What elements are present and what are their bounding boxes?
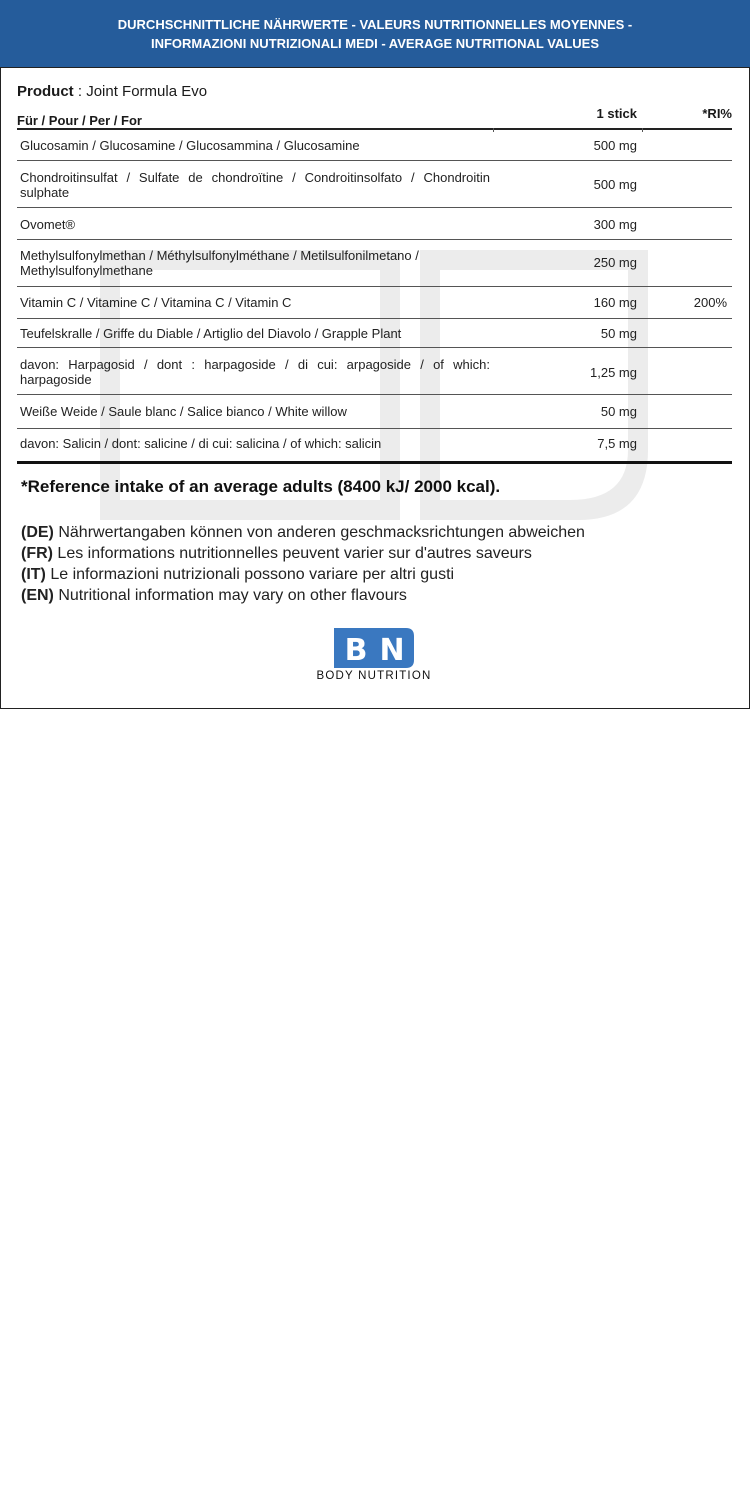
- row-amount: 50 mg: [600, 326, 637, 341]
- banner-title-line-2: INFORMAZIONI NUTRIZIONALI MEDI - AVERAGE NUTRITIONAL VALUES: [150, 36, 599, 51]
- note-en: [21, 585, 585, 606]
- note-lang: (DE): [21, 524, 54, 541]
- table-row: [17, 319, 732, 348]
- bn-logo-mark: [334, 628, 414, 668]
- note-fr: [21, 543, 585, 564]
- note-text: Les informations nutritionnelles peuvent varier sur d'autres saveurs: [52, 545, 532, 562]
- row-name: davon: Harpagosid / dont : harpagoside / di cui: arpagoside / of which: harpagoside: [20, 357, 490, 387]
- row-name: Glucosamin / Glucosamine / Glucosammina / Glucosamine: [20, 138, 360, 153]
- header-banner: [0, 0, 750, 67]
- reference-intake-note: *Reference intake of an average adults (8400 kJ/ 2000 kcal).: [21, 477, 501, 496]
- table-row: [17, 130, 732, 161]
- row-name: Methylsulfonylmethan / Méthylsulfonylméthane / Metilsulfonilmetano / Methylsulfonylmethane: [20, 248, 419, 278]
- note-lang: (FR): [21, 545, 53, 562]
- row-name: Teufelskralle / Griffe du Diable / Artiglio del Diavolo / Grapple Plant: [20, 326, 402, 341]
- row-amount: 500 mg: [593, 177, 637, 192]
- table-row: [17, 348, 732, 395]
- row-amount: 1,25 mg: [590, 365, 637, 380]
- product-label: Product: [17, 83, 74, 100]
- note-lang: (EN): [21, 587, 54, 604]
- table-row: [17, 395, 732, 429]
- svg-text:N: N: [379, 633, 405, 668]
- brand-name: BODY NUTRITION: [316, 670, 432, 682]
- column-header-portion: 1 stick: [596, 106, 637, 121]
- table-end-divider: [17, 461, 732, 464]
- table-row: [17, 287, 732, 319]
- column-header-for: Für / Pour / Per / For: [17, 113, 142, 128]
- note-text: Nutritional information may vary on other flavours: [53, 587, 407, 604]
- brand-logo: [290, 628, 458, 684]
- note-text: Nährwertangaben können von anderen geschmacksrichtungen abweichen: [53, 524, 585, 541]
- row-name: Vitamin C / Vitamine C / Vitamina C / Vitamin C: [20, 295, 292, 310]
- note-text: Le informazioni nutrizionali possono variare per altri gusti: [45, 566, 455, 583]
- row-ri: 200%: [693, 295, 727, 310]
- product-line: [17, 83, 207, 100]
- note-de: [21, 522, 585, 543]
- row-amount: 500 mg: [593, 138, 637, 153]
- table-row: [17, 429, 732, 461]
- row-name: Weiße Weide / Saule blanc / Salice bianco / White willow: [20, 404, 347, 419]
- row-amount: 300 mg: [593, 217, 637, 232]
- row-amount: 250 mg: [593, 255, 637, 270]
- flavour-notes: [21, 522, 585, 606]
- banner-title-line-1: DURCHSCHNITTLICHE NÄHRWERTE - VALEURS NUTRITIONNELLES MOYENNES -: [117, 17, 633, 32]
- row-name: Ovomet®: [20, 217, 76, 232]
- note-lang: (IT): [21, 566, 46, 583]
- row-amount: 7,5 mg: [597, 436, 637, 451]
- row-name: Chondroitinsulfat / Sulfate de chondroïtine / Condroitinsolfato / Chondroitin sulphate: [20, 170, 490, 200]
- row-name: davon: Salicin / dont: salicine / di cui: salicina / of which: salicin: [20, 436, 382, 451]
- row-amount: 160 mg: [593, 295, 637, 310]
- table-row: [17, 240, 732, 287]
- table-row: [17, 161, 732, 208]
- row-amount: 50 mg: [600, 404, 637, 419]
- table-row: [17, 208, 732, 240]
- svg-text:B: B: [344, 633, 368, 668]
- column-header-ri: *RI%: [702, 106, 732, 121]
- note-it: [21, 564, 585, 585]
- product-name: Joint Formula Evo: [86, 83, 208, 100]
- product-separator: :: [73, 83, 87, 100]
